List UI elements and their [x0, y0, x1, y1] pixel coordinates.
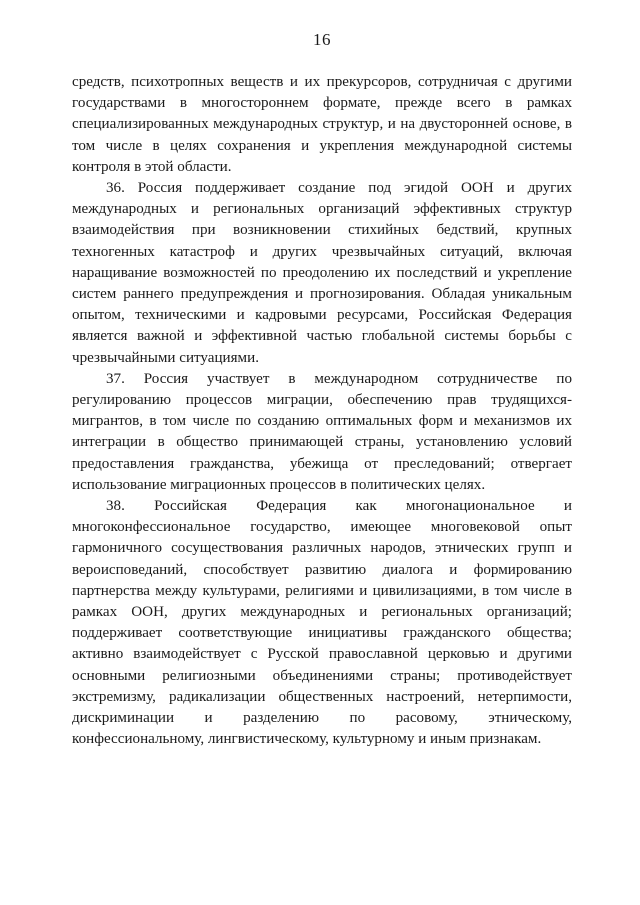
document-body	[72, 72, 572, 751]
paragraph-37: 37. Россия участвует в международном сотрудничестве по регулированию процессов миграции, обеспечению прав трудящихся-мигрантов, в том числе по созданию оптимальных форм и механизмов их интеграции в общество принимающей страны, установлению условий предоставления гражданства, убежища от преследований; отвергает использование миграционных процессов в политических целях.	[72, 370, 572, 493]
page-number: 16	[313, 30, 331, 49]
paragraph-continued: средств, психотропных веществ и их прекурсоров, сотрудничая с другими государствами в многостороннем формате, прежде всего в рамках специализированных международных структур, и на двусторонней основе, в том числе в целях сохранения и укрепления международной системы контроля в этой области.	[72, 74, 572, 175]
paragraph-36: 36. Россия поддерживает создание под эгидой ООН и других международных и региональных организаций эффективных структур взаимодействия при возникновении стихийных бедствий, крупных техногенных катастроф и других чрезвычайных ситуаций, включая наращивание возможностей по преодолению их последствий и укрепление систем раннего предупреждения и прогнозирования. Обладая уникальным опытом, техническими и кадровыми ресурсами, Российская Федерация является важной и эффективной частью глобальной системы борьбы с чрезвычайными ситуациями.	[72, 180, 572, 366]
paragraph-38: 38. Российская Федерация как многонациональное и многоконфессиональное государство, имеющее многовековой опыт гармоничного сосуществования различных народов, этнических групп и вероисповеданий, способствует развитию диалога и формированию партнерства между культурами, религиями и цивилизациями, в том числе в рамках ООН, других международных и региональных организаций; поддерживает соответствующие инициативы гражданского общества; активно взаимодействует с Русской православной церковью и другими основными религиозными объединениями страны; противодействует экстремизму, радикализации общественных настроений, нетерпимости, дискриминации и разделению по расовому, этническому, конфессиональному, лингвистическому, культурному и иным признакам.	[72, 498, 572, 748]
